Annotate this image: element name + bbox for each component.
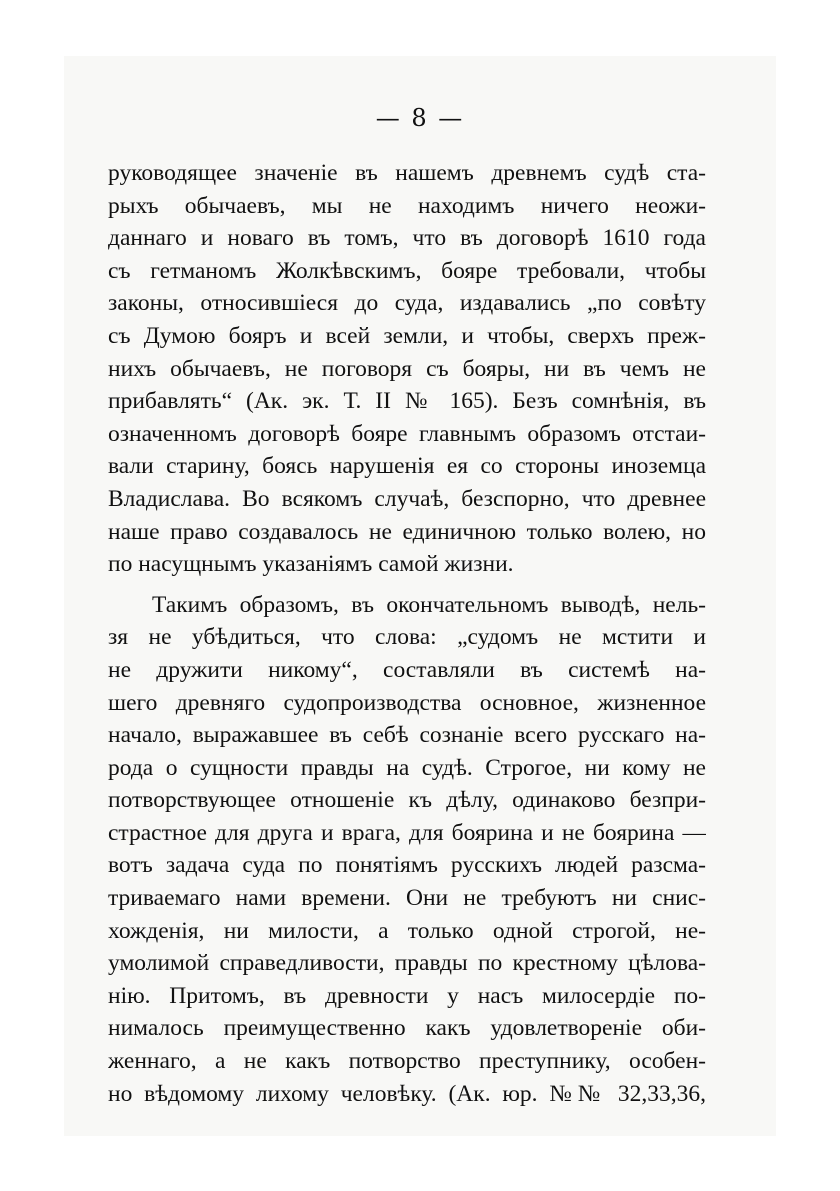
text-line: умолимой справедливости, правды по крестному цѣлова- [108,950,706,977]
text-line: даннаго и новаго въ томъ, что въ договорѣ 1610 года [108,225,706,252]
text-line: зя не убѣдиться, что слова: „судомъ не мстити и [108,624,706,651]
text-line: не дружити никому“, составляли въ системѣ на- [108,656,706,683]
text-line: женнаго, а не какъ потворство преступнику, особен- [108,1048,706,1075]
text-line: начало, выражавшее въ себѣ сознанiе всего русскаго на- [108,722,706,749]
text-line: означенномъ договорѣ бояре главнымъ образомъ отстаи- [108,420,706,447]
text-line: страстное для друга и врага, для боярина и не боярина — [108,819,706,846]
text-line: шего древняго судопроизводства основное, жизненное [108,689,706,716]
text-line: хожденiя, ни милости, а только одной строгой, не- [108,917,706,944]
text-line: нималось преимущественно какъ удовлетворенiе оби- [108,1015,706,1042]
paragraph-gap [108,581,706,589]
text-line: по насущнымъ указанiямъ самой жизни. [108,551,514,578]
text-line: вали старину, боясь нарушенiя ея со стороны иноземца [108,453,706,480]
text-line: Владислава. Во всякомъ случаѣ, безспорно, что древнее [108,485,706,512]
text-line: рыхъ обычаевъ, мы не находимъ ничего неожи- [108,192,706,219]
paragraph-1 [108,157,706,581]
text-line: съ Думою бояръ и всей земли, и чтобы, сверхъ преж- [108,322,706,349]
text-line: вотъ задача суда по понятiямъ русскихъ людей разсма- [108,852,706,879]
text-line: Такимъ образомъ, въ окончательномъ выводѣ, нель- [152,591,706,618]
text-line: рода о сущности правды на судѣ. Строгое, ни кому не [108,754,706,781]
text-line: триваемаго нами времени. Они не требуютъ ни снис- [108,885,706,912]
text-line: законы, относившiеся до суда, издавались „по совѣту [108,290,706,317]
text-line: но вѣдомому лихому человѣку. (Ак. юр. №№ 32,33,36, [108,1080,706,1107]
page-number: — 8 — [375,104,465,132]
text-line: нихъ обычаевъ, не поговоря съ бояры, ни въ чемъ не [108,355,706,382]
text-line: потворствующее отношенiе къ дѣлу, одинаково безпри- [108,787,706,814]
body-text [108,157,706,1110]
text-line: прибавлять“ (Ак. эк. Т. II № 165). Безъ сомнѣнiя, въ [108,388,706,415]
text-line: наше право создавалось не единичною только волею, но [108,518,706,545]
text-line: руководящее значенiе въ нашемъ древнемъ судѣ ста- [108,160,706,186]
text-line: съ гетманомъ Жолкѣвскимъ, бояре требовали, чтобы [108,257,706,284]
paragraph-2 [108,589,706,1111]
text-line: нiю. Притомъ, въ древности у насъ милосердiе по- [108,982,706,1009]
